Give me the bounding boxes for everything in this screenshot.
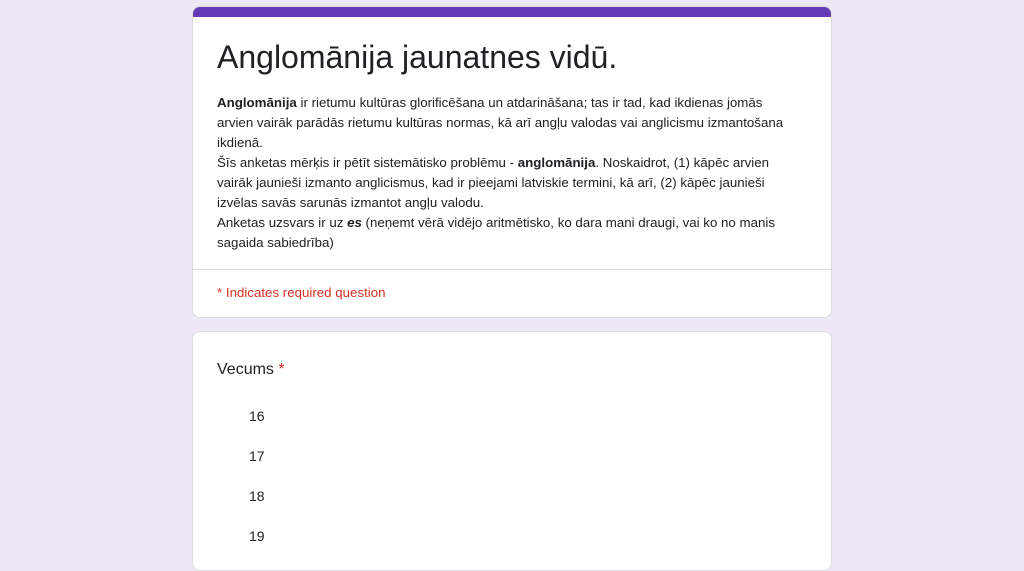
description-paragraph-2: [217, 153, 797, 213]
question-title-text: Vecums: [217, 361, 274, 378]
description-bold-term: Anglomānija: [217, 95, 297, 110]
description-bold-term: es: [347, 215, 362, 230]
required-asterisk: *: [278, 361, 285, 378]
header-accent-bar: [193, 7, 831, 17]
form-header-card: [192, 6, 832, 318]
description-text: (neņemt vērā vidējo aritmētisko, ko dara mani draugi, vai ko no manis sagaida sabiedrība): [217, 215, 775, 250]
form-title: Anglomānija jaunatnes vidū.: [217, 39, 618, 75]
question-card-age: [192, 331, 832, 571]
option-18[interactable]: 18: [249, 488, 265, 504]
required-question-note: * Indicates required question: [217, 285, 386, 300]
option-17[interactable]: 17: [249, 448, 265, 464]
description-text: ir rietumu kultūras glorificēšana un atdarināšana; tas ir tad, kad ikdienas jomās arvien vairāk parādās rietumu kultūras normas, kā arī angļu valodas vai anglicismu izmantošana ikdienā.: [217, 95, 784, 150]
description-paragraph-3: [217, 213, 797, 253]
option-19[interactable]: 19: [249, 528, 265, 544]
description-text: Šīs anketas mērķis ir pētīt sistemātisko problēmu -: [217, 155, 518, 170]
question-title: [217, 358, 285, 382]
description-bold-term: anglomānija: [517, 155, 596, 170]
header-divider: [193, 269, 831, 270]
form-description: [217, 93, 797, 253]
description-paragraph-1: [217, 93, 797, 153]
description-text: . Noskaidrot, (1) kāpēc arvien vairāk jaunieši izmanto anglicismus, kad ir pieejami latviskie termini, kā arī, (2) kāpēc jaunieši izvēlas savās sarunās izmantot angļu valodu.: [217, 155, 770, 210]
description-text: Anketas uzsvars ir uz: [217, 215, 348, 230]
option-16[interactable]: 16: [249, 408, 265, 424]
